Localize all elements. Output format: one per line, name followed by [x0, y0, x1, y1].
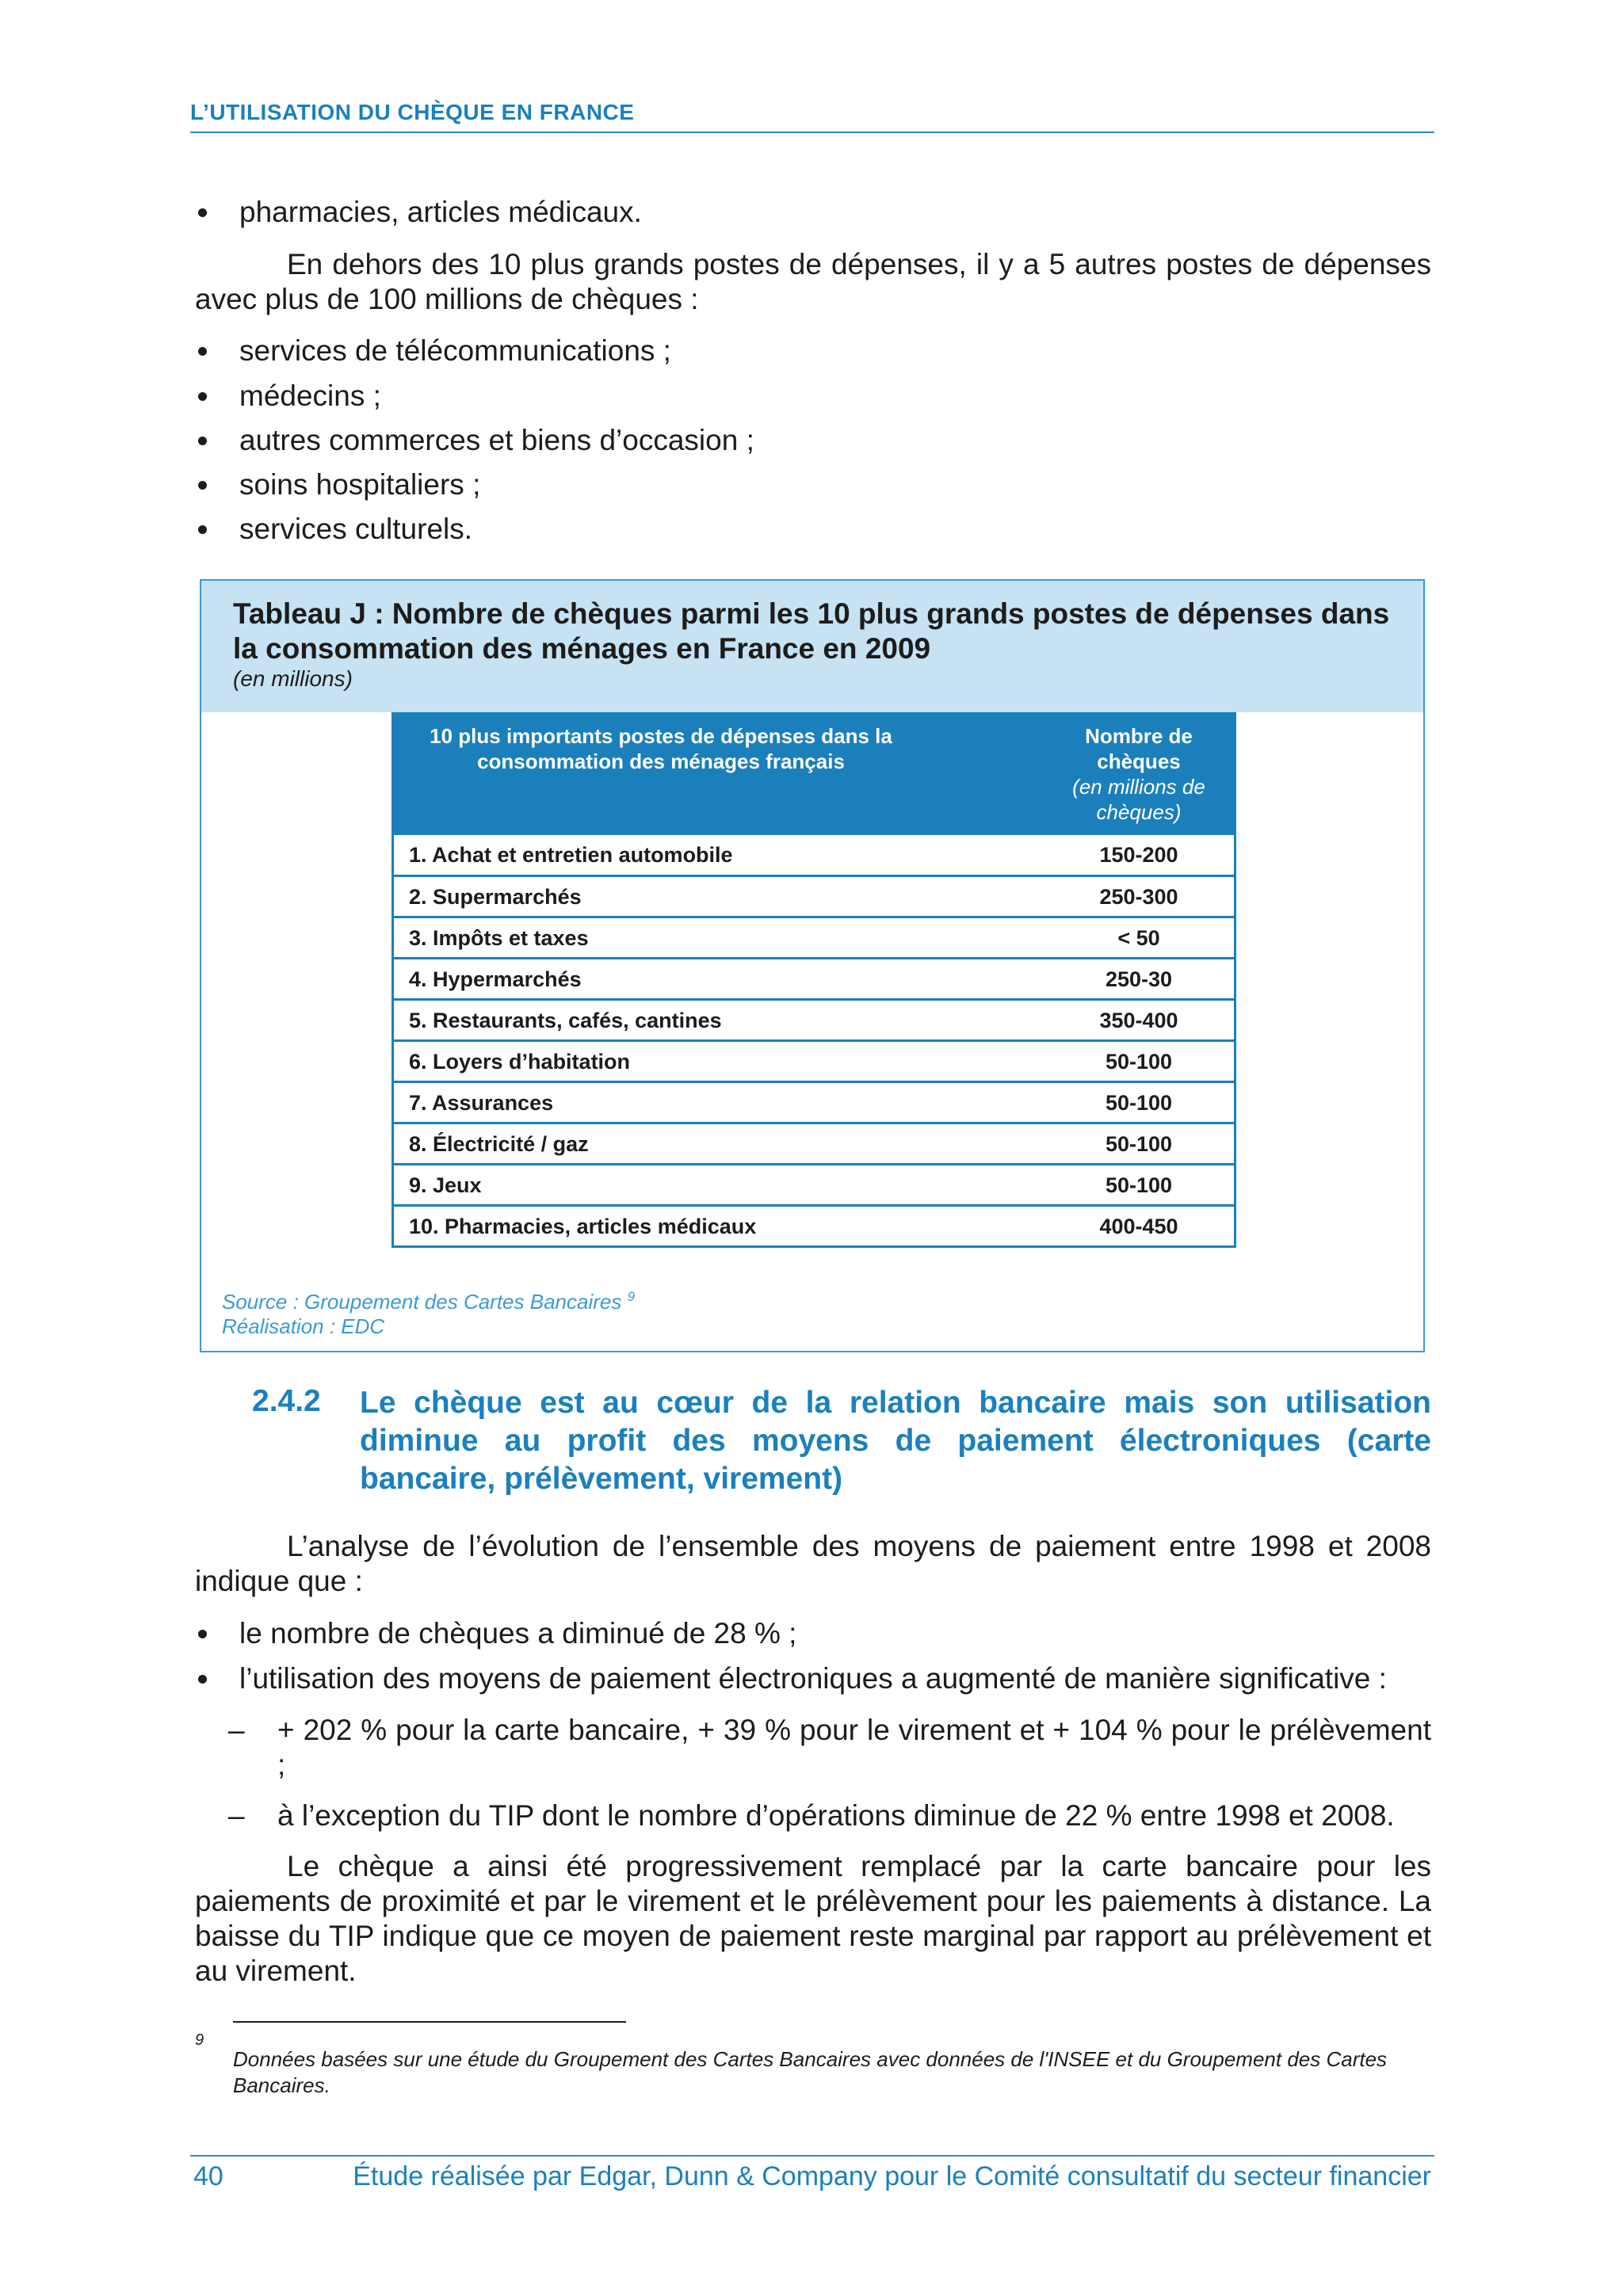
bullet-text: autres commerces et biens d’occasion ; — [239, 424, 754, 456]
page-number: 40 — [193, 2161, 223, 2191]
table-credit: Réalisation : EDC — [222, 1314, 385, 1338]
column-header-category: 10 plus importants postes de dépenses dans la consommation des ménages français — [430, 724, 892, 773]
column-header-cheques-unit: (en millions de chèques) — [1072, 775, 1205, 824]
table-row — [391, 833, 1236, 877]
footnote-reference: 9 — [627, 1289, 636, 1304]
footnote-rule — [233, 2021, 626, 2023]
bullet-text: l’utilisation des moyens de paiement électroniques a augmenté de manière significative : — [239, 1662, 1387, 1695]
row-label: 10. Pharmacies, articles médicaux — [409, 1215, 757, 1238]
table-row — [391, 1042, 1236, 1083]
data-table — [391, 712, 1236, 1248]
table-row — [391, 1001, 1236, 1042]
row-label: 9. Jeux — [409, 1173, 482, 1197]
table-row — [391, 1207, 1236, 1248]
row-value: 50-100 — [1105, 1091, 1173, 1115]
footer-rule — [190, 2155, 1434, 2157]
table-row — [391, 1165, 1236, 1207]
table-source — [222, 1289, 635, 1314]
bullet-dot — [198, 1630, 207, 1638]
row-label: 5. Restaurants, cafés, cantines — [409, 1009, 722, 1032]
table-row — [391, 959, 1236, 1001]
table-row — [391, 918, 1236, 959]
running-header: L’UTILISATION DU CHÈQUE EN FRANCE — [190, 100, 635, 124]
bullet-text: le nombre de chèques a diminué de 28 % ; — [239, 1617, 797, 1650]
table-row — [391, 1124, 1236, 1165]
row-value: 50-100 — [1105, 1050, 1173, 1074]
header-rule — [190, 132, 1434, 133]
row-value: 150-200 — [1099, 843, 1178, 867]
row-value: 250-30 — [1105, 967, 1173, 991]
bullet-dot — [198, 437, 207, 445]
row-label: 8. Électricité / gaz — [409, 1132, 589, 1156]
row-value: 350-400 — [1099, 1009, 1178, 1032]
intro-paragraph: En dehors des 10 plus grands postes de dépenses, il y a 5 autres postes de dépenses avec plus de 100 millions de chèques : — [195, 248, 1431, 315]
dash-mark: – — [228, 1799, 245, 1832]
footer-text: Étude réalisée par Edgar, Dunn & Company pour le Comité consultatif du secteur financier — [353, 2161, 1431, 2191]
table-header-row — [391, 712, 1236, 833]
table-box — [200, 579, 1425, 1352]
section-number: 2.4.2 — [252, 1384, 321, 1418]
bullet-text: services de télécommunications ; — [239, 334, 671, 367]
bullet-dot — [198, 1675, 207, 1684]
section-title: Le chèque est au cœur de la relation bancaire mais son utilisation diminue au profit des moyens de paiement électroniques (carte bancaire, prélèvement, virement) — [360, 1386, 1431, 1496]
bullet-text: pharmacies, articles médicaux. — [239, 196, 642, 228]
body-paragraph: Le chèque a ainsi été progressivement remplacé par la carte bancaire pour les paiements de proximité et par le virement et le prélèvement pour les paiements à distance. La baisse du TIP indique que ce moyen de paiement reste marginal par rapport au prélèvement et au virement. — [195, 1850, 1431, 1987]
row-label: 7. Assurances — [409, 1091, 554, 1115]
table-title: Tableau J : Nombre de chèques parmi les 10 plus grands postes de dépenses dans la consommation des ménages en France en 2009 — [233, 597, 1390, 665]
row-value: 50-100 — [1105, 1132, 1173, 1156]
footnote-text: Données basées sur une étude du Groupement des Cartes Bancaires avec données de l'INSEE et du Groupement des Cartes Bancaires. — [233, 2047, 1388, 2097]
column-header-cheques — [1041, 723, 1236, 825]
bullet-dot — [198, 347, 207, 356]
row-value: 400-450 — [1099, 1215, 1178, 1238]
row-label: 3. Impôts et taxes — [409, 926, 589, 950]
table-row — [391, 1083, 1236, 1124]
bullet-text: soins hospitaliers ; — [239, 468, 481, 501]
row-value: 50-100 — [1105, 1173, 1173, 1197]
dash-mark: – — [228, 1714, 245, 1746]
table-row — [391, 877, 1236, 918]
row-value: < 50 — [1117, 926, 1160, 950]
row-label: 1. Achat et entretien automobile — [409, 843, 733, 867]
bullet-dot — [198, 208, 207, 217]
row-label: 4. Hypermarchés — [409, 967, 582, 991]
body-paragraph: L’analyse de l’évolution de l’ensemble des moyens de paiement entre 1998 et 2008 indique que : — [195, 1530, 1431, 1597]
row-label: 2. Supermarchés — [409, 885, 582, 909]
bullet-dot — [198, 481, 207, 490]
table-subtitle: (en millions) — [233, 666, 353, 691]
bullet-text: services culturels. — [239, 513, 473, 545]
bullet-text: médecins ; — [239, 379, 381, 412]
bullet-dot — [198, 525, 207, 534]
dash-text: à l’exception du TIP dont le nombre d’opérations diminue de 22 % entre 1998 et 2008. — [277, 1799, 1395, 1832]
dash-text: + 202 % pour la carte bancaire, + 39 % pour le virement et + 104 % pour le prélèvement ; — [277, 1714, 1431, 1781]
table-source-text: Source : Groupement des Cartes Bancaires — [222, 1290, 622, 1314]
table-caption-band — [201, 581, 1423, 712]
bullet-dot — [198, 392, 207, 401]
row-label: 6. Loyers d’habitation — [409, 1050, 631, 1074]
column-header-cheques-label: Nombre de chèques — [1085, 724, 1193, 773]
row-value: 250-300 — [1099, 885, 1178, 909]
footnote-mark: 9 — [195, 2031, 204, 2049]
